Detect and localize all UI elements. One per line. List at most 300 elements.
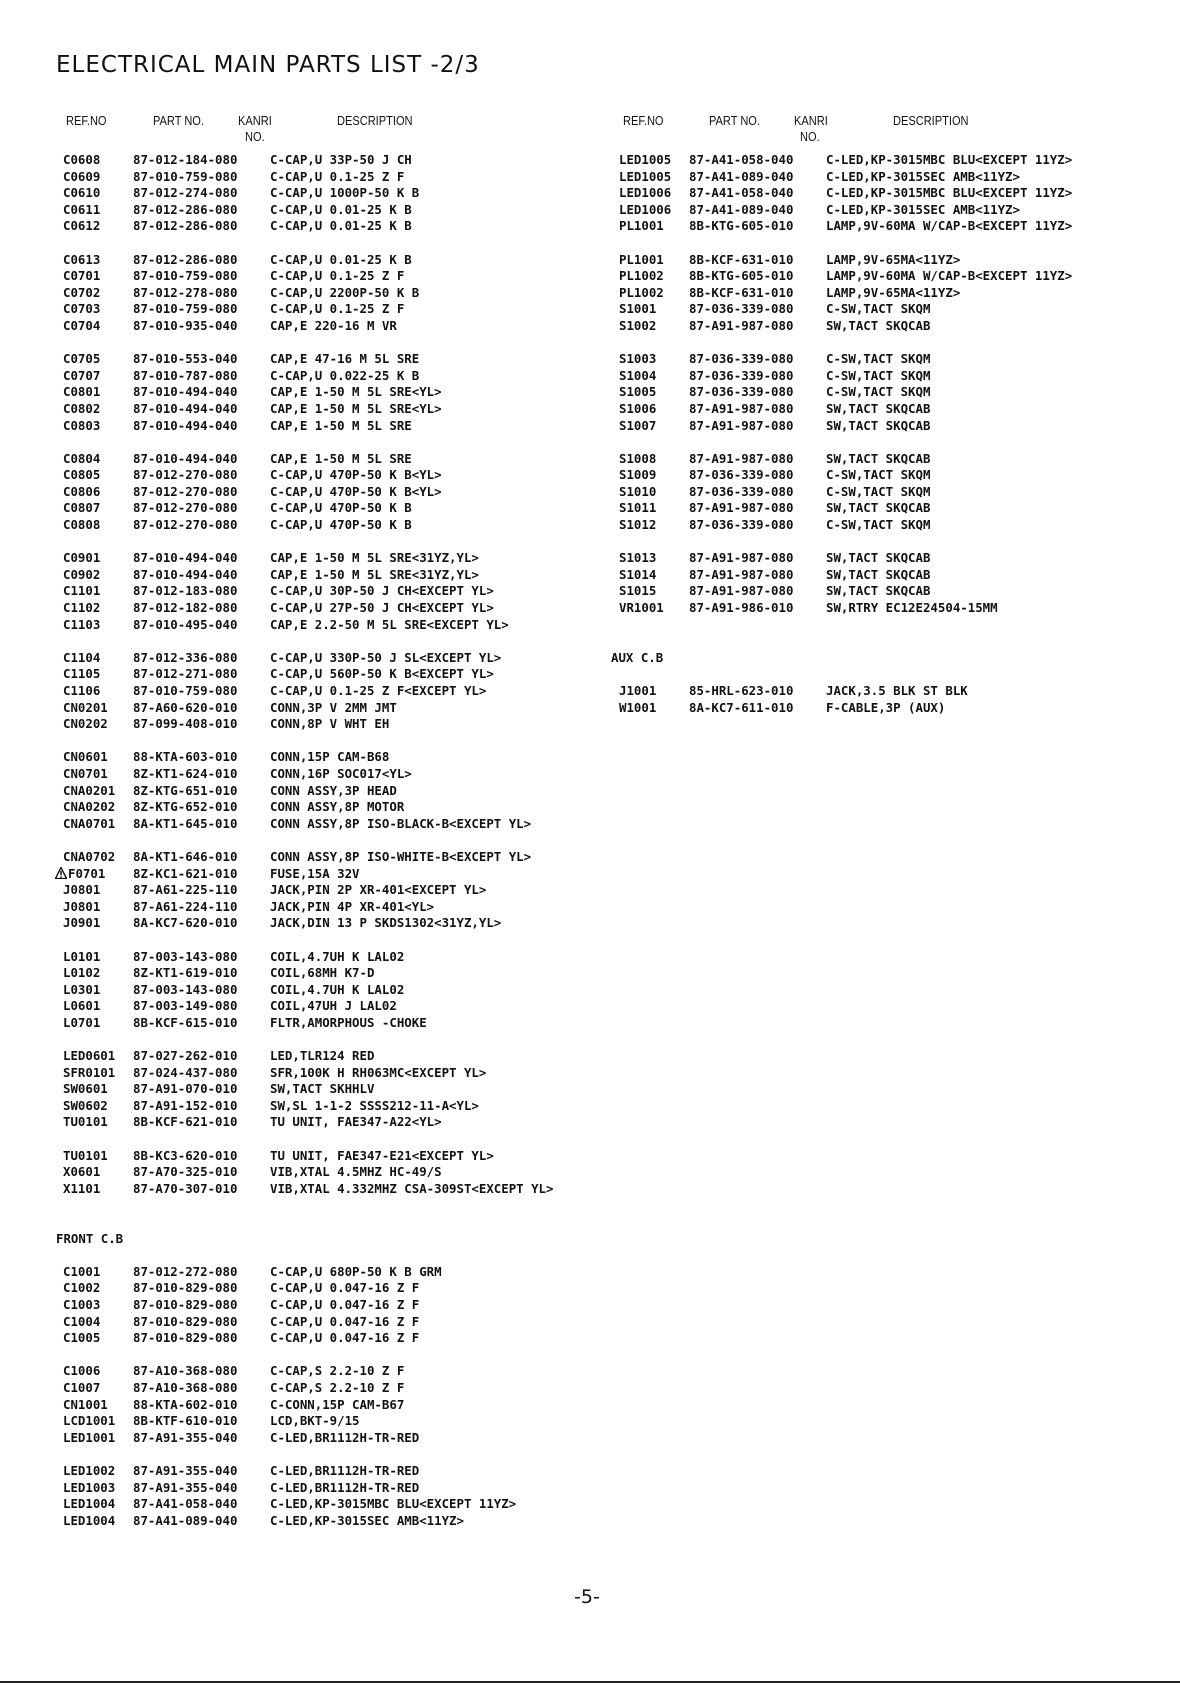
description: SW,TACT SKQCAB <box>826 450 931 466</box>
ref-no-text: L0101 <box>63 948 101 964</box>
ref-no-text: C1006 <box>63 1363 101 1379</box>
ref-no <box>63 1330 133 1347</box>
part-no: 87-A41-089-040 <box>689 168 794 184</box>
parts-row <box>63 368 553 385</box>
part-no: 87-010-759-080 <box>133 683 238 698</box>
part-no: 87-003-149-080 <box>133 998 238 1014</box>
description: TU UNIT, FAE347-E21<EXCEPT YL> <box>270 1147 494 1163</box>
ref-no <box>63 1114 133 1131</box>
parts-row <box>619 500 1072 517</box>
part-no: 87-A91-987-080 <box>689 500 794 516</box>
header-part-right: PART NO. <box>709 113 760 128</box>
ref-no <box>63 749 133 766</box>
parts-row <box>63 152 553 169</box>
ref-no-text: X0601 <box>63 1164 101 1180</box>
ref-no <box>619 517 689 534</box>
part-no: 8B-KCF-631-010 <box>689 284 794 300</box>
parts-row <box>63 484 553 501</box>
row-spacer <box>619 235 1072 252</box>
description: VIB,XTAL 4.332MHZ CSA-309ST<EXCEPT YL> <box>270 1180 554 1196</box>
ref-no <box>63 882 133 899</box>
part-no: 8A-KT1-646-010 <box>133 848 238 864</box>
parts-row <box>63 816 553 833</box>
description: C-LED,BR1112H-TR-RED <box>270 1429 420 1445</box>
parts-row <box>63 749 553 766</box>
description: C-CAP,U 680P-50 K B GRM <box>270 1263 442 1279</box>
ref-no <box>63 1048 133 1065</box>
ref-no <box>63 1264 133 1281</box>
description: COIL,68MH K7-D <box>270 965 375 981</box>
part-no: 87-A91-355-040 <box>133 1462 238 1478</box>
parts-row <box>63 1065 553 1082</box>
parts-row <box>63 700 553 717</box>
ref-no-text: C1106 <box>63 683 101 698</box>
ref-no <box>63 1081 133 1098</box>
description: FUSE,15A 32V <box>270 865 360 881</box>
ref-no-text: S1002 <box>619 317 657 333</box>
parts-row <box>63 600 553 617</box>
part-no: 87-A91-987-080 <box>689 317 794 333</box>
ref-no-text: LED1005 <box>619 168 672 184</box>
description: C-CAP,S 2.2-10 Z F <box>270 1363 405 1379</box>
description: LED,TLR124 RED <box>270 1048 375 1064</box>
parts-row <box>63 1363 553 1380</box>
row-spacer <box>63 1031 553 1048</box>
parts-list-left <box>56 152 554 1529</box>
description: SW,RTRY EC12E24504-15MM <box>826 600 998 616</box>
description: C-CAP,U 27P-50 J CH<EXCEPT YL> <box>270 600 494 616</box>
ref-no <box>63 783 133 800</box>
part-no: 87-A91-355-040 <box>133 1429 238 1445</box>
part-no: 87-A70-307-010 <box>133 1180 238 1196</box>
ref-no <box>619 285 689 302</box>
ref-no-text: S1014 <box>619 566 657 582</box>
description: CAP,E 1-50 M 5L SRE <box>270 417 412 433</box>
ref-no-text: L0102 <box>63 965 101 981</box>
part-no: 87-036-339-080 <box>689 467 794 483</box>
ref-no <box>619 484 689 501</box>
description: SW,TACT SKQCAB <box>826 400 931 416</box>
description: CONN,15P CAM-B68 <box>270 749 390 765</box>
ref-no-text: CN1001 <box>63 1396 108 1412</box>
description: LAMP,9V-65MA<11YZ> <box>826 251 961 267</box>
ref-no-text: C0701 <box>63 268 101 284</box>
parts-row <box>63 617 553 634</box>
ref-no <box>63 202 133 219</box>
part-no: 87-A41-058-040 <box>133 1496 238 1512</box>
ref-no-text: J0801 <box>63 882 101 898</box>
ref-no-text: TU0101 <box>63 1147 108 1163</box>
part-no: 87-A41-058-040 <box>689 152 794 167</box>
parts-row <box>63 949 553 966</box>
ref-no-text: S1010 <box>619 483 657 499</box>
description: C-LED,BR1112H-TR-RED <box>270 1479 420 1495</box>
ref-no <box>63 1098 133 1115</box>
part-no: 87-A41-089-040 <box>689 201 794 217</box>
part-no: 87-A61-225-110 <box>133 882 238 898</box>
description: LAMP,9V-60MA W/CAP-B<EXCEPT 11YZ> <box>826 268 1073 284</box>
parts-row <box>63 169 553 186</box>
description: CONN ASSY,8P ISO-WHITE-B<EXCEPT YL> <box>270 848 532 864</box>
part-no: 87-012-272-080 <box>133 1263 238 1279</box>
ref-no-text: C1105 <box>63 666 101 682</box>
parts-row <box>63 550 553 567</box>
part-no: 87-010-935-040 <box>133 317 238 333</box>
parts-row <box>63 567 553 584</box>
ref-no-text: C0803 <box>63 417 101 433</box>
ref-no-text: S1013 <box>619 550 657 566</box>
description: C-SW,TACT SKQM <box>826 483 931 499</box>
ref-no <box>63 1463 133 1480</box>
parts-row <box>619 252 1072 269</box>
parts-row <box>619 517 1072 534</box>
ref-no-text: LED1001 <box>63 1429 116 1445</box>
ref-no <box>63 368 133 385</box>
ref-no-text: C0608 <box>63 152 101 167</box>
parts-row <box>63 1164 553 1181</box>
parts-list-right <box>611 152 1073 716</box>
parts-row <box>63 982 553 999</box>
part-no: 87-010-759-080 <box>133 301 238 317</box>
row-spacer <box>619 335 1072 352</box>
header-desc-left: DESCRIPTION <box>337 113 413 128</box>
part-no: 87-012-278-080 <box>133 284 238 300</box>
description: CAP,E 1-50 M 5L SRE<31YZ,YL> <box>270 566 479 582</box>
part-no: 87-012-286-080 <box>133 251 238 267</box>
parts-row <box>619 152 1072 169</box>
ref-no <box>63 301 133 318</box>
description: C-LED,KP-3015SEC AMB<11YZ> <box>270 1512 464 1528</box>
ref-no <box>63 1015 133 1032</box>
ref-no-text: LED1004 <box>63 1496 116 1512</box>
ref-no-text: CN0202 <box>63 716 108 732</box>
description: SW,TACT SKQCAB <box>826 583 931 599</box>
description: CONN,3P V 2MM JMT <box>270 699 397 715</box>
ref-no <box>63 268 133 285</box>
header-kanri-no-left: NO. <box>245 129 265 144</box>
page-title: ELECTRICAL MAIN PARTS LIST -2/3 <box>56 52 480 78</box>
parts-row <box>619 700 1072 717</box>
description: SW,TACT SKQCAB <box>826 417 931 433</box>
ref-no-text: PL1002 <box>619 268 664 284</box>
part-no: 87-A10-368-080 <box>133 1363 238 1379</box>
description: C-SW,TACT SKQM <box>826 301 931 317</box>
parts-row <box>63 666 553 683</box>
description: LAMP,9V-60MA W/CAP-B<EXCEPT 11YZ> <box>826 218 1073 234</box>
parts-row <box>63 351 553 368</box>
parts-row <box>63 915 553 932</box>
description: JACK,3.5 BLK ST BLK <box>826 683 968 698</box>
ref-no-text: S1008 <box>619 450 657 466</box>
part-no: 87-012-270-080 <box>133 483 238 499</box>
part-no: 87-036-339-080 <box>689 384 794 400</box>
parts-row <box>619 218 1072 235</box>
part-no: 87-010-829-080 <box>133 1330 238 1346</box>
parts-row <box>63 1081 553 1098</box>
ref-no <box>63 799 133 816</box>
part-no: 87-010-759-080 <box>133 168 238 184</box>
ref-no-text: TU0101 <box>63 1114 108 1130</box>
ref-no-text: C0704 <box>63 317 101 333</box>
row-spacer <box>63 1446 553 1463</box>
ref-no <box>63 169 133 186</box>
parts-row <box>63 998 553 1015</box>
description: C-SW,TACT SKQM <box>826 367 931 383</box>
part-no: 87-012-274-080 <box>133 185 238 201</box>
header-kanri-left: KANRI <box>238 113 272 128</box>
part-no: 87-010-494-040 <box>133 417 238 433</box>
ref-no-text: C0707 <box>63 367 101 383</box>
description: C-CAP,U 470P-50 K B<YL> <box>270 467 442 483</box>
description: CONN ASSY,8P MOTOR <box>270 799 405 815</box>
ref-no-text: PL1001 <box>619 218 664 234</box>
parts-row <box>63 467 553 484</box>
ref-no-text: PL1002 <box>619 284 664 300</box>
description: C-CAP,U 0.022-25 K B <box>270 367 420 383</box>
row-spacer <box>63 633 553 650</box>
header-ref-left: REF.NO <box>66 113 107 128</box>
parts-row <box>63 1480 553 1497</box>
part-no: 87-003-143-080 <box>133 981 238 997</box>
part-no: 87-010-829-080 <box>133 1280 238 1296</box>
ref-no <box>63 1397 133 1414</box>
parts-row <box>63 1496 553 1513</box>
description: CAP,E 1-50 M 5L SRE<YL> <box>270 400 442 416</box>
ref-no-text: LED1006 <box>619 201 672 217</box>
ref-no <box>619 368 689 385</box>
part-no: 87-A91-987-080 <box>689 450 794 466</box>
part-no: 8B-KCF-615-010 <box>133 1014 238 1030</box>
part-no: 87-010-553-040 <box>133 351 238 367</box>
part-no: 8B-KCF-631-010 <box>689 251 794 267</box>
ref-no <box>619 683 689 700</box>
parts-row <box>619 600 1072 617</box>
ref-no <box>619 318 689 335</box>
part-no: 87-036-339-080 <box>689 517 794 533</box>
ref-no-text: C0901 <box>63 550 101 566</box>
parts-row <box>63 1264 553 1281</box>
ref-no-text: C0613 <box>63 251 101 267</box>
ref-no-text: SW0602 <box>63 1097 108 1113</box>
part-no: 87-A91-152-010 <box>133 1097 238 1113</box>
ref-no-text: C0702 <box>63 284 101 300</box>
ref-no <box>619 301 689 318</box>
ref-no-text: LED1002 <box>63 1462 116 1478</box>
header-desc-right: DESCRIPTION <box>893 113 969 128</box>
ref-no <box>63 1280 133 1297</box>
parts-row <box>63 1513 553 1530</box>
header-kanri-right: KANRI <box>794 113 828 128</box>
ref-no-text: C0611 <box>63 201 101 217</box>
part-no: 87-099-408-010 <box>133 716 238 732</box>
description: SW,TACT SKHHLV <box>270 1081 375 1097</box>
part-no: 8B-KCF-621-010 <box>133 1114 238 1130</box>
row-spacer <box>619 434 1072 451</box>
part-no: 87-A41-089-040 <box>133 1512 238 1528</box>
description: C-LED,KP-3015SEC AMB<11YZ> <box>826 201 1020 217</box>
description: COIL,47UH J LAL02 <box>270 998 397 1014</box>
parts-row <box>619 401 1072 418</box>
ref-no <box>63 1065 133 1082</box>
ref-no <box>63 318 133 335</box>
part-no: 8Z-KTG-651-010 <box>133 782 238 798</box>
part-no: 87-036-339-080 <box>689 351 794 367</box>
description: LAMP,9V-65MA<11YZ> <box>826 284 961 300</box>
ref-no-text: CN0601 <box>63 749 108 765</box>
ref-no <box>63 1513 133 1530</box>
part-no: 87-A91-986-010 <box>689 600 794 616</box>
part-no: 87-010-787-080 <box>133 367 238 383</box>
parts-row <box>619 268 1072 285</box>
parts-row <box>619 418 1072 435</box>
description: C-LED,BR1112H-TR-RED <box>270 1462 420 1478</box>
ref-no <box>619 252 689 269</box>
ref-no <box>63 1480 133 1497</box>
part-no: 87-012-182-080 <box>133 600 238 616</box>
ref-no <box>63 600 133 617</box>
ref-no-text: CNA0702 <box>63 848 116 864</box>
row-spacer <box>63 335 553 352</box>
part-no: 88-KTA-603-010 <box>133 749 238 765</box>
part-no: 87-012-336-080 <box>133 649 238 665</box>
ref-no <box>63 185 133 202</box>
parts-row <box>619 368 1072 385</box>
parts-row <box>619 484 1072 501</box>
parts-row <box>63 1463 553 1480</box>
ref-no-text: CNA0701 <box>63 815 116 831</box>
row-spacer <box>63 434 553 451</box>
parts-row <box>63 1015 553 1032</box>
ref-no <box>619 169 689 186</box>
parts-row <box>63 683 553 700</box>
ref-no <box>619 351 689 368</box>
parts-row <box>63 1048 553 1065</box>
description: C-CAP,U 0.01-25 K B <box>270 201 412 217</box>
ref-no <box>63 1148 133 1165</box>
ref-no-text: S1001 <box>619 301 657 317</box>
section-heading: FRONT C.B <box>56 1230 124 1246</box>
description: C-CAP,U 0.01-25 K B <box>270 251 412 267</box>
row-spacer <box>63 932 553 949</box>
part-no: 87-A41-058-040 <box>689 185 794 201</box>
parts-row <box>63 500 553 517</box>
description: COIL,4.7UH K LAL02 <box>270 981 405 997</box>
ref-no-text: C0802 <box>63 400 101 416</box>
description: C-CAP,U 470P-50 K B<YL> <box>270 483 442 499</box>
ref-no-text: C0705 <box>63 351 101 367</box>
ref-no <box>63 899 133 916</box>
description: SW,TACT SKQCAB <box>826 500 931 516</box>
ref-no <box>619 152 689 169</box>
ref-no-text: C1002 <box>63 1280 101 1296</box>
row-spacer <box>619 666 1072 683</box>
parts-row <box>619 567 1072 584</box>
parts-row <box>619 451 1072 468</box>
ref-no <box>63 285 133 302</box>
description: SW,TACT SKQCAB <box>826 566 931 582</box>
ref-no-text: C1103 <box>63 616 101 632</box>
part-no: 88-KTA-602-010 <box>133 1396 238 1412</box>
ref-no <box>63 766 133 783</box>
part-no: 8A-KC7-620-010 <box>133 915 238 931</box>
ref-no <box>619 583 689 600</box>
ref-no <box>63 915 133 932</box>
part-no: 87-010-495-040 <box>133 616 238 632</box>
page-number: -5- <box>574 1586 600 1608</box>
parts-row <box>63 268 553 285</box>
parts-row <box>63 1148 553 1165</box>
description: C-SW,TACT SKQM <box>826 467 931 483</box>
ref-no-text: CN0701 <box>63 765 108 781</box>
parts-row <box>63 783 553 800</box>
ref-no <box>63 500 133 517</box>
parts-row <box>63 866 553 883</box>
parts-row <box>63 1380 553 1397</box>
description: SFR,100K H RH063MC<EXCEPT YL> <box>270 1064 487 1080</box>
part-no: 87-012-286-080 <box>133 201 238 217</box>
ref-no <box>63 152 133 169</box>
row-spacer <box>619 534 1072 551</box>
ref-no-text: LED1006 <box>619 185 672 201</box>
ref-no-text: C0807 <box>63 500 101 516</box>
header-ref-right: REF.NO <box>623 113 664 128</box>
description: C-CAP,U 2200P-50 K B <box>270 284 420 300</box>
ref-no <box>619 418 689 435</box>
description: C-CAP,U 0.1-25 Z F<EXCEPT YL> <box>270 683 487 698</box>
part-no: 8A-KC7-611-010 <box>689 699 794 715</box>
part-no: 87-012-183-080 <box>133 583 238 599</box>
header-kanri-no-right: NO. <box>800 129 820 144</box>
part-no: 8B-KTF-610-010 <box>133 1413 238 1429</box>
part-no: 8B-KTG-605-010 <box>689 268 794 284</box>
part-no: 87-012-270-080 <box>133 517 238 533</box>
ref-no-text: CNA0202 <box>63 799 116 815</box>
ref-no <box>619 550 689 567</box>
ref-no <box>63 1363 133 1380</box>
description: CONN,8P V WHT EH <box>270 716 390 732</box>
ref-no <box>63 567 133 584</box>
description: FLTR,AMORPHOUS -CHOKE <box>270 1014 427 1030</box>
ref-no-text: X1101 <box>63 1180 101 1196</box>
ref-no <box>63 1413 133 1430</box>
parts-row <box>63 766 553 783</box>
ref-no <box>63 866 133 883</box>
ref-no-text: LCD1001 <box>63 1413 116 1429</box>
part-no: 8A-KT1-645-010 <box>133 815 238 831</box>
ref-no <box>63 683 133 700</box>
ref-no-text: J1001 <box>619 683 657 698</box>
row-spacer <box>619 633 1072 650</box>
part-no: 8Z-KC1-621-010 <box>133 865 238 881</box>
ref-no <box>63 484 133 501</box>
ref-no-text: C0806 <box>63 483 101 499</box>
part-no: 87-003-143-080 <box>133 948 238 964</box>
part-no: 87-010-494-040 <box>133 450 238 466</box>
part-no: 87-A10-368-080 <box>133 1379 238 1395</box>
ref-no <box>63 949 133 966</box>
row-spacer <box>63 733 553 750</box>
ref-no-text: J0801 <box>63 898 101 914</box>
description: SW,TACT SKQCAB <box>826 317 931 333</box>
parts-row <box>63 849 553 866</box>
part-no: 87-A70-325-010 <box>133 1164 238 1180</box>
part-no: 87-010-759-080 <box>133 268 238 284</box>
description: C-CAP,U 1000P-50 K B <box>270 185 420 201</box>
part-no: 87-027-262-010 <box>133 1048 238 1064</box>
ref-no-text: J0901 <box>63 915 101 931</box>
ref-no-text: C0808 <box>63 517 101 533</box>
ref-no <box>63 451 133 468</box>
